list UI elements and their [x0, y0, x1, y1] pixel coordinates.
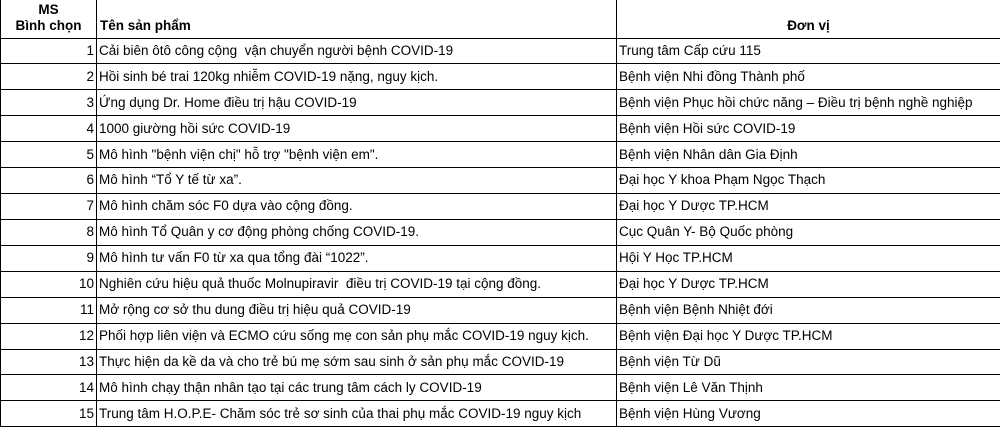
table-row	[1, 38, 1000, 64]
ms-cell: 9	[1, 245, 97, 271]
product-cell: Thực hiện da kề da và cho trẻ bú mẹ sớm sau sinh ở sản phụ mắc COVID-19	[97, 349, 617, 375]
unit-cell: Bệnh viện Lê Văn Thịnh	[617, 375, 1000, 401]
product-cell: Trung tâm H.O.P.E- Chăm sóc trẻ sơ sinh của thai phụ mắc COVID-19 nguy kịch	[97, 401, 617, 427]
header-ms-binh-chon	[1, 0, 97, 38]
ms-cell: 14	[1, 375, 97, 401]
table-row	[1, 116, 1000, 142]
ms-cell: 7	[1, 194, 97, 220]
table-row	[1, 90, 1000, 116]
unit-cell: Bệnh viện Phục hồi chức năng – Điều trị bệnh nghề nghiệp	[617, 90, 1000, 116]
unit-cell: Bệnh viện Bệnh Nhiệt đới	[617, 297, 1000, 323]
table-row	[1, 401, 1000, 427]
ms-cell: 12	[1, 323, 97, 349]
product-cell: Nghiên cứu hiệu quả thuốc Molnupiravir điều trị COVID-19 tại cộng đồng.	[97, 271, 617, 297]
unit-cell: Bệnh viện Hồi sức COVID-19	[617, 116, 1000, 142]
unit-cell: Trung tâm Cấp cứu 115	[617, 38, 1000, 64]
product-cell: 1000 giường hồi sức COVID-19	[97, 116, 617, 142]
table-row	[1, 142, 1000, 168]
unit-cell: Đại học Y khoa Phạm Ngọc Thạch	[617, 168, 1000, 194]
ms-cell: 11	[1, 297, 97, 323]
product-cell: Mô hình Tổ Quân y cơ động phòng chống COVID-19.	[97, 219, 617, 245]
table-body	[1, 38, 1000, 427]
unit-cell: Đại học Y Dược TP.HCM	[617, 194, 1000, 220]
unit-cell: Bệnh viện Nhi đồng Thành phố	[617, 64, 1000, 90]
unit-cell: Bệnh viện Từ Dũ	[617, 349, 1000, 375]
ms-cell: 2	[1, 64, 97, 90]
ms-cell: 8	[1, 219, 97, 245]
ms-cell: 10	[1, 271, 97, 297]
table-row	[1, 271, 1000, 297]
product-cell: Mô hình tư vấn F0 từ xa qua tổng đài “1022”.	[97, 245, 617, 271]
ms-cell: 5	[1, 142, 97, 168]
unit-cell: Bệnh viện Nhân dân Gia Định	[617, 142, 1000, 168]
product-cell: Mô hình “Tổ Y tế từ xa”.	[97, 168, 617, 194]
unit-cell: Cục Quân Y- Bộ Quốc phòng	[617, 219, 1000, 245]
table-row	[1, 168, 1000, 194]
product-cell: Cải biên ôtô công cộng vận chuyển người bệnh COVID-19	[97, 38, 617, 64]
table-row	[1, 245, 1000, 271]
product-cell: Phối hợp liên viện và ECMO cứu sống mẹ con sản phụ mắc COVID-19 nguy kịch.	[97, 323, 617, 349]
header-ms-line2: Bình chọn	[15, 18, 82, 34]
table-row	[1, 219, 1000, 245]
unit-cell: Hội Y Học TP.HCM	[617, 245, 1000, 271]
table-row	[1, 297, 1000, 323]
ms-cell: 13	[1, 349, 97, 375]
product-cell: Mô hình "bệnh viện chị" hỗ trợ "bệnh viện em".	[97, 142, 617, 168]
table-row	[1, 375, 1000, 401]
table-row	[1, 194, 1000, 220]
header-ms-line1: MS	[38, 2, 59, 18]
product-cell: Hồi sinh bé trai 120kg nhiễm COVID-19 nặng, nguy kịch.	[97, 64, 617, 90]
header-row	[1, 0, 1000, 38]
product-cell: Ứng dụng Dr. Home điều trị hậu COVID-19	[97, 90, 617, 116]
product-cell: Mở rộng cơ sở thu dung điều trị hiệu quả COVID-19	[97, 297, 617, 323]
unit-cell: Bệnh viện Đại học Y Dược TP.HCM	[617, 323, 1000, 349]
ms-cell: 4	[1, 116, 97, 142]
table-row	[1, 349, 1000, 375]
product-cell: Mô hình chạy thận nhân tạo tại các trung tâm cách ly COVID-19	[97, 375, 617, 401]
ms-cell: 1	[1, 38, 97, 64]
product-cell: Mô hình chăm sóc F0 dựa vào cộng đồng.	[97, 194, 617, 220]
ms-cell: 6	[1, 168, 97, 194]
table-row	[1, 323, 1000, 349]
unit-cell: Bệnh viện Hùng Vương	[617, 401, 1000, 427]
unit-cell: Đại học Y Dược TP.HCM	[617, 271, 1000, 297]
header-ten-san-pham: Tên sản phẩm	[97, 0, 617, 38]
ms-cell: 3	[1, 90, 97, 116]
ms-cell: 15	[1, 401, 97, 427]
header-don-vi: Đơn vị	[617, 0, 1000, 38]
table-row	[1, 64, 1000, 90]
